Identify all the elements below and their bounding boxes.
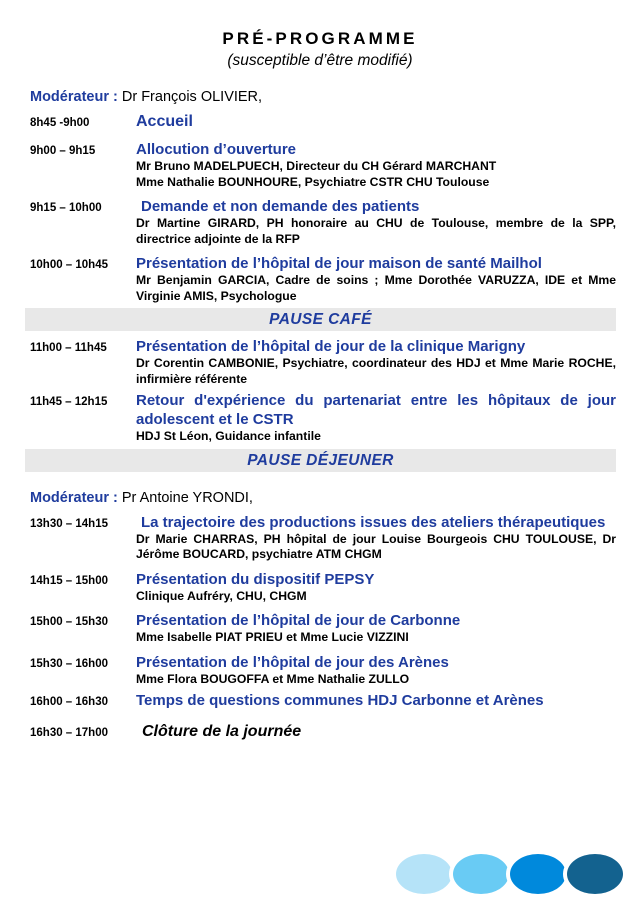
moderator-afternoon <box>30 490 640 507</box>
schedule-row <box>0 653 640 688</box>
schedule-row <box>0 513 640 563</box>
row-headline: La trajectoire des productions issues des ateliers thérapeutiques <box>141 513 606 531</box>
row-time: 14h15 – 15h00 <box>30 574 109 587</box>
moderator-name: Pr Antoine YRONDI, <box>121 489 253 506</box>
circle-decoration-4 <box>567 854 623 894</box>
page-title: PRÉ-PROGRAMME <box>222 29 418 48</box>
row-headline: Allocution d’ouverture <box>136 141 297 158</box>
moderator-label: Modérateur : <box>30 89 118 105</box>
row-time: 15h00 – 15h30 <box>30 616 109 628</box>
row-speakers: Dr Martine GIRARD, PH honoraire au CHU de Toulouse, membre de la SPP, directrice adjointe de la RFP <box>136 216 616 246</box>
row-headline: Demande et non demande des patients <box>141 198 420 215</box>
row-headline: Retour d'expérience du partenariat entre les hôpitaux de jour adolescent et le CSTR <box>136 392 616 428</box>
pause-dejeuner-band: PAUSE DÉJEUNER <box>25 449 616 472</box>
schedule-row <box>0 140 640 190</box>
row-time: 11h00 – 11h45 <box>30 342 107 354</box>
moderator-name: Dr François OLIVIER, <box>121 89 263 105</box>
row-speakers: Clinique Aufréry, CHU, CHGM <box>136 588 307 603</box>
row-time: 16h00 – 16h30 <box>30 696 109 708</box>
row-content <box>136 570 616 605</box>
page-subtitle: (susceptible d’être modifié) <box>227 52 413 69</box>
schedule-morning <box>0 112 640 304</box>
row-speakers: Mr Bruno MADELPUECH, Directeur du CH Gérard MARCHANT Mme Nathalie BOUNHOURE, Psychiatre CSTR CHU Toulouse <box>136 159 497 189</box>
circle-decoration-1 <box>396 854 452 894</box>
row-headline: Présentation du dispositif PEPSY <box>136 570 375 588</box>
moderator-morning <box>30 89 640 106</box>
row-content <box>136 197 616 247</box>
moderator-label: Modérateur : <box>30 489 118 506</box>
row-content <box>136 112 616 131</box>
row-content <box>136 140 616 190</box>
row-speakers: Mme Isabelle PIAT PRIEU et Mme Lucie VIZZINI <box>136 630 409 644</box>
row-content <box>136 653 616 688</box>
row-headline: Accueil <box>136 113 193 130</box>
schedule-row <box>0 391 640 445</box>
row-speakers: Mme Flora BOUGOFFA et Mme Nathalie ZULLO <box>136 671 410 686</box>
row-content <box>136 691 616 710</box>
row-time: 9h15 – 10h00 <box>30 202 102 214</box>
schedule-row <box>0 197 640 247</box>
footer-decoration-dots <box>396 854 624 894</box>
row-time: 11h45 – 12h15 <box>30 396 108 408</box>
row-headline: Présentation de l’hôpital de jour de Carbonne <box>136 612 461 629</box>
row-speakers: Dr Corentin CAMBONIE, Psychiatre, coordinateur des HDJ et Mme Marie ROCHE, infirmière référente <box>136 356 616 386</box>
row-content <box>136 513 616 563</box>
row-time: 13h30 – 14h15 <box>30 517 109 530</box>
row-speakers: HDJ St Léon, Guidance infantile <box>136 429 321 443</box>
row-time: 9h00 – 9h15 <box>30 145 96 157</box>
row-content <box>136 722 616 741</box>
row-content <box>136 254 616 304</box>
schedule-afternoon <box>0 513 640 742</box>
row-time: 16h30 – 17h00 <box>30 727 109 739</box>
row-headline: Clôture de la journée <box>142 723 302 740</box>
row-content <box>136 391 616 445</box>
title-block <box>0 0 640 71</box>
schedule-late-morning <box>0 337 640 445</box>
schedule-row <box>0 570 640 605</box>
row-time: 10h00 – 10h45 <box>30 259 109 271</box>
schedule-row <box>0 254 640 304</box>
row-time: 15h30 – 16h00 <box>30 657 109 670</box>
schedule-row <box>0 691 640 710</box>
row-headline: Présentation de l’hôpital de jour des Arènes <box>136 653 449 671</box>
schedule-row <box>0 112 640 131</box>
row-speakers: Dr Marie CHARRAS, PH hôpital de jour Louise Bourgeois CHU TOULOUSE, Dr Jérôme BOUCARD, psychiatre ATM CHGM <box>136 531 616 561</box>
schedule-row <box>0 722 640 741</box>
row-headline: Présentation de l’hôpital de jour maison de santé Mailhol <box>136 255 542 272</box>
row-speakers: Mr Benjamin GARCIA, Cadre de soins ; Mme Dorothée VARUZZA, IDE et Mme Virginie AMIS, Psychologue <box>136 273 616 303</box>
circle-decoration-2 <box>453 854 509 894</box>
schedule-row <box>0 611 640 646</box>
row-content <box>136 611 616 646</box>
row-content <box>136 337 616 387</box>
row-headline: Temps de questions communes HDJ Carbonne et Arènes <box>136 692 544 709</box>
circle-decoration-3 <box>510 854 566 894</box>
row-headline: Présentation de l’hôpital de jour de la clinique Marigny <box>136 338 526 355</box>
pause-cafe-band: PAUSE CAFÉ <box>25 308 616 331</box>
row-time: 8h45 -9h00 <box>30 117 90 129</box>
schedule-row <box>0 337 640 387</box>
